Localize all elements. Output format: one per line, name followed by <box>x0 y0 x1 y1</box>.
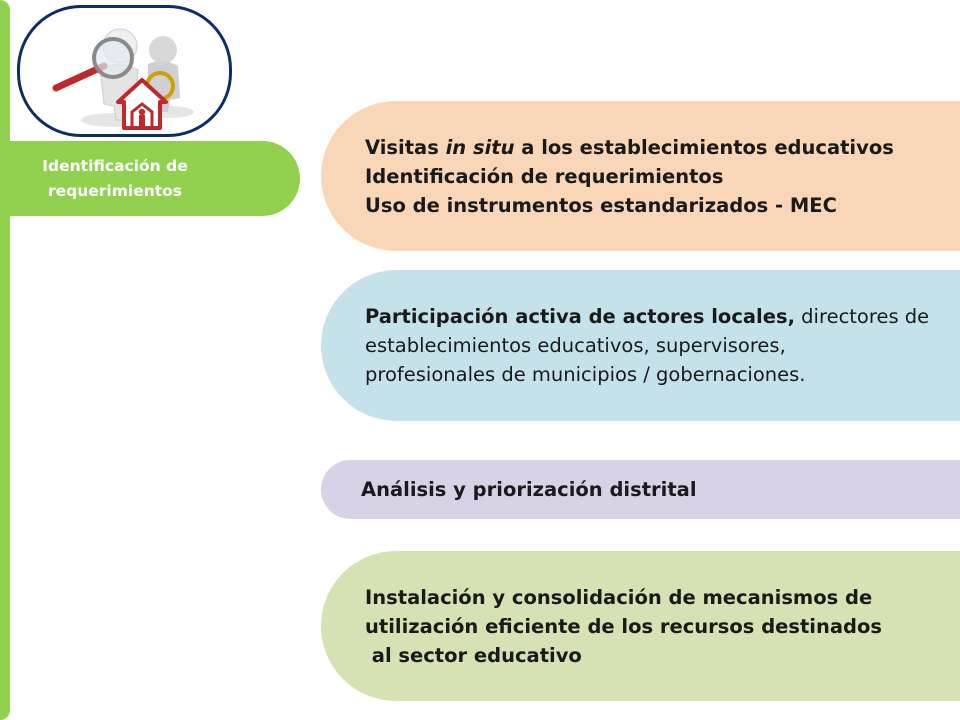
section-title-line-2: requerimientos <box>47 181 183 200</box>
section-tab <box>0 141 300 216</box>
box-district-analysis <box>321 460 960 519</box>
box-local-actors-line-1 <box>365 302 941 331</box>
box-local-actors <box>321 270 960 421</box>
box-mechanisms-line-2: utilización eficiente de los recursos destinados <box>365 614 882 638</box>
box-site-visits <box>321 101 960 251</box>
logo-oval <box>17 5 232 137</box>
figures-magnifier-house-icon <box>20 8 229 134</box>
bold-segment: Participación activa de actores locales, <box>365 305 795 328</box>
text-segment: a los establecimientos educativos <box>514 135 894 159</box>
left-accent-bar <box>0 0 10 720</box>
box-mechanisms <box>321 551 960 701</box>
section-title-line-1: Identificación de <box>42 156 188 175</box>
italic-segment: in situ <box>445 135 515 159</box>
box-site-visits-line-1 <box>365 133 941 162</box>
box-site-visits-line-3: Uso de instrumentos estandarizados - MEC <box>365 193 837 217</box>
box-site-visits-line-2: Identificación de requerimientos <box>365 164 724 188</box>
section-title <box>0 154 230 204</box>
box-district-analysis-text: Análisis y priorización distrital <box>361 478 697 501</box>
box-mechanisms-line-1: Instalación y consolidación de mecanismos de <box>365 585 873 609</box>
text-segment: directores de <box>794 305 930 328</box>
box-mechanisms-line-3: al sector educativo <box>365 643 582 667</box>
text-segment: Visitas <box>365 135 446 159</box>
box-local-actors-line-3: profesionales de municipios / gobernaciones. <box>365 363 806 386</box>
box-local-actors-line-2: establecimientos educativos, supervisores, <box>365 334 786 357</box>
